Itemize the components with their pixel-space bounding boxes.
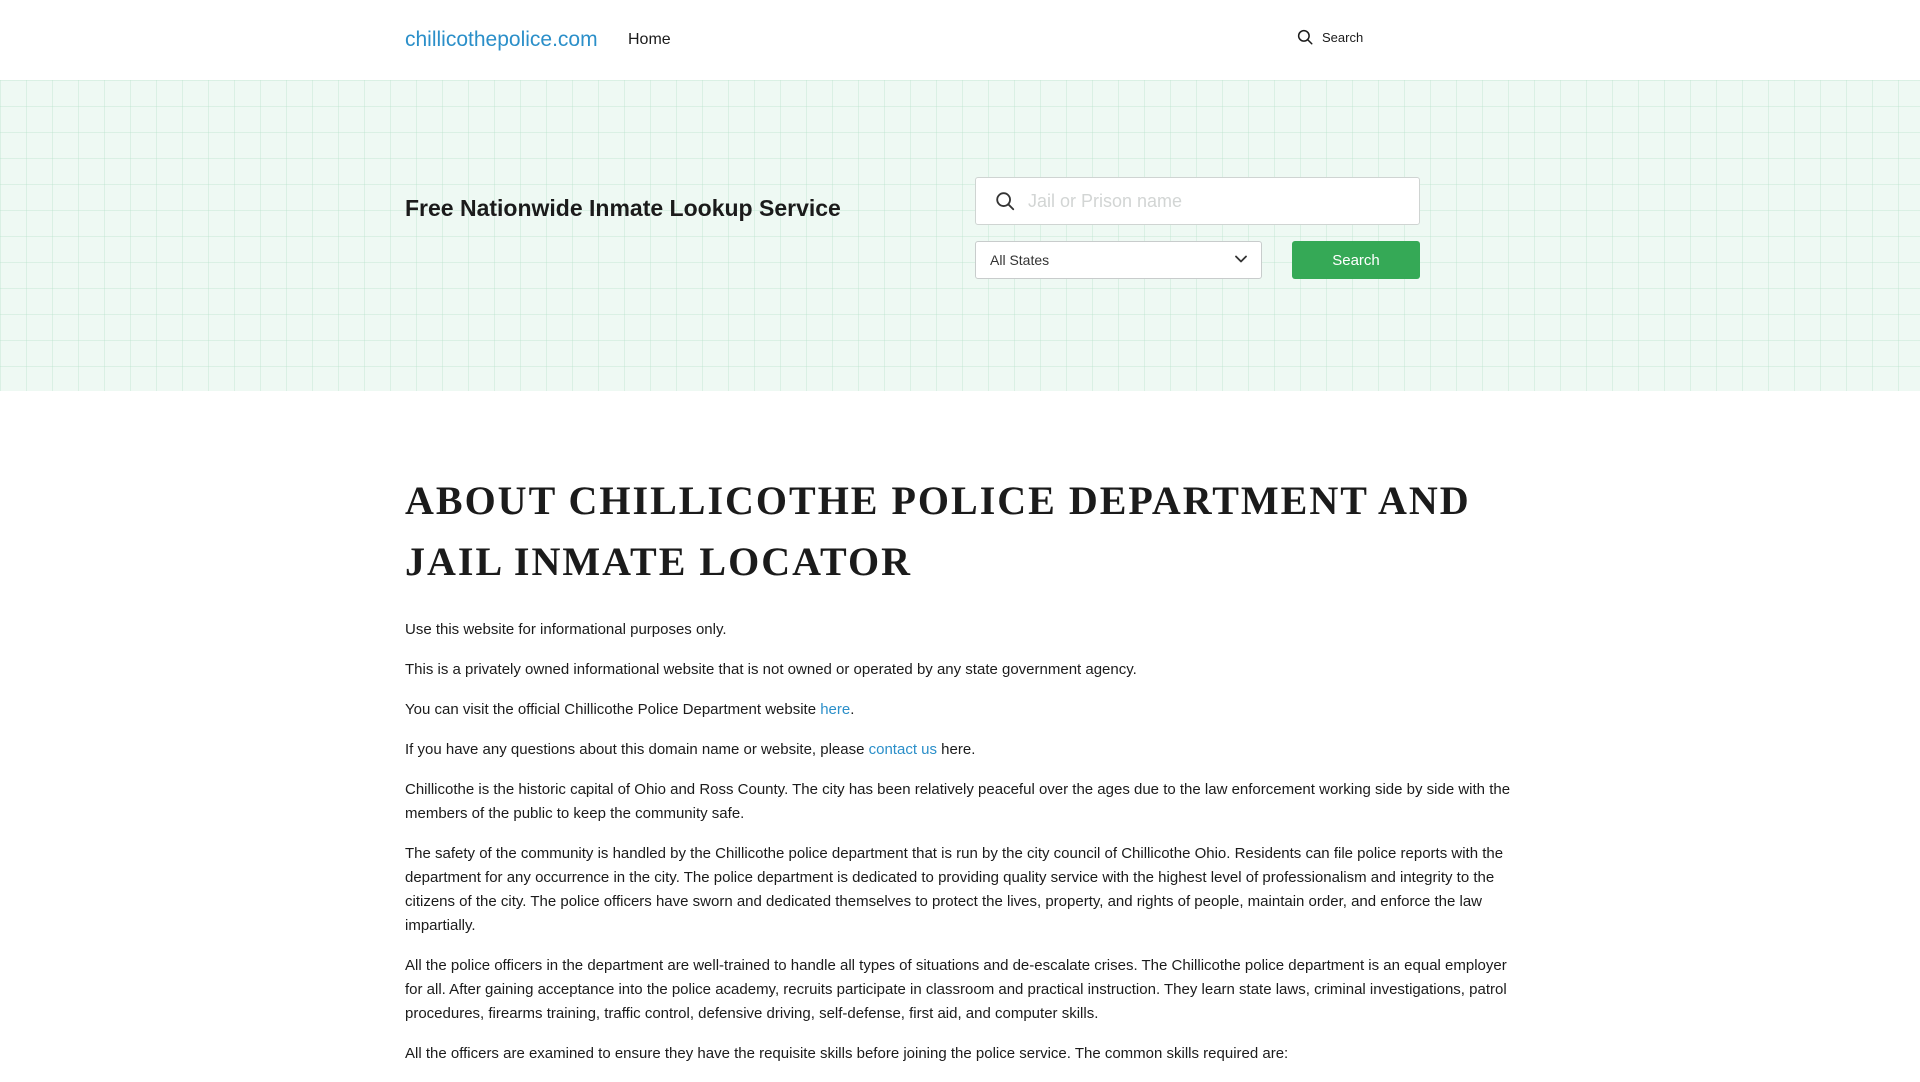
paragraph-text: You can visit the official Chillicothe Police Department website (405, 701, 821, 718)
paragraph-contact (405, 738, 1515, 762)
main-content (405, 470, 1515, 1082)
search-icon (1296, 28, 1314, 46)
brand-link[interactable]: chillicothepolice.com (405, 28, 598, 51)
paragraph-informational: Use this website for informational purposes only. (405, 621, 727, 638)
paragraph-history: Chillicothe is the historic capital of Ohio and Ross County. The city has been relatively peaceful over the ages due to the law enforcement working side by side with the members of the public to keep the community safe. (405, 781, 1511, 822)
header-search-label: Search (1322, 29, 1364, 45)
paragraph-official-site (405, 698, 1515, 722)
chevron-down-icon (1235, 254, 1247, 266)
hero-search-box[interactable] (975, 177, 1420, 225)
hero-title: Free Nationwide Inmate Lookup Service (405, 195, 841, 221)
state-select-value: All States (990, 252, 1050, 268)
state-select[interactable] (975, 241, 1262, 279)
hero-section (0, 80, 1920, 391)
paragraph-privately-owned: This is a privately owned informational website that is not owned or operated by any state government agency. (405, 661, 1137, 678)
jail-search-input[interactable] (1026, 190, 1406, 213)
header-search-button[interactable] (1296, 28, 1363, 46)
paragraph-training: All the police officers in the department are well-trained to handle all types of situations and de-escalate crises. The Chillicothe police department is an equal employer for all. After gaining acceptance into the police academy, recruits participate in classroom and practical instruction. They learn state laws, criminal investigations, patrol procedures, firearms training, traffic control, defensive driving, self-defense, first aid, and computer skills. (405, 957, 1507, 1022)
paragraph-text: . (850, 701, 855, 718)
paragraph-text: here. (937, 741, 976, 758)
paragraph-safety: The safety of the community is handled by the Chillicothe police department that is run by the city council of Chillicothe Ohio. Residents can file police reports with the department for any occurrence in the city. The police department is dedicated to providing quality service with the highest level of professionalism and integrity to the citizens of the city. The police officers have sworn and dedicated themselves to protect the lives, property, and rights of people, maintain order, and enforce the law impartially. (405, 845, 1504, 934)
search-icon (994, 190, 1016, 212)
paragraph-skills: All the officers are examined to ensure they have the requisite skills before joining the police service. The common skills required are: (405, 1045, 1289, 1062)
contact-us-link[interactable]: contact us (868, 741, 937, 758)
nav-home-link[interactable]: Home (628, 31, 671, 48)
page-title: ABOUT CHILLICOTHE POLICE DEPARTMENT AND JAIL INMATE LOCATOR (405, 478, 1471, 584)
official-site-link[interactable]: here (820, 701, 851, 718)
search-button[interactable]: Search (1292, 241, 1420, 279)
site-header (0, 0, 1920, 80)
paragraph-text: If you have any questions about this domain name or website, please (405, 741, 869, 758)
